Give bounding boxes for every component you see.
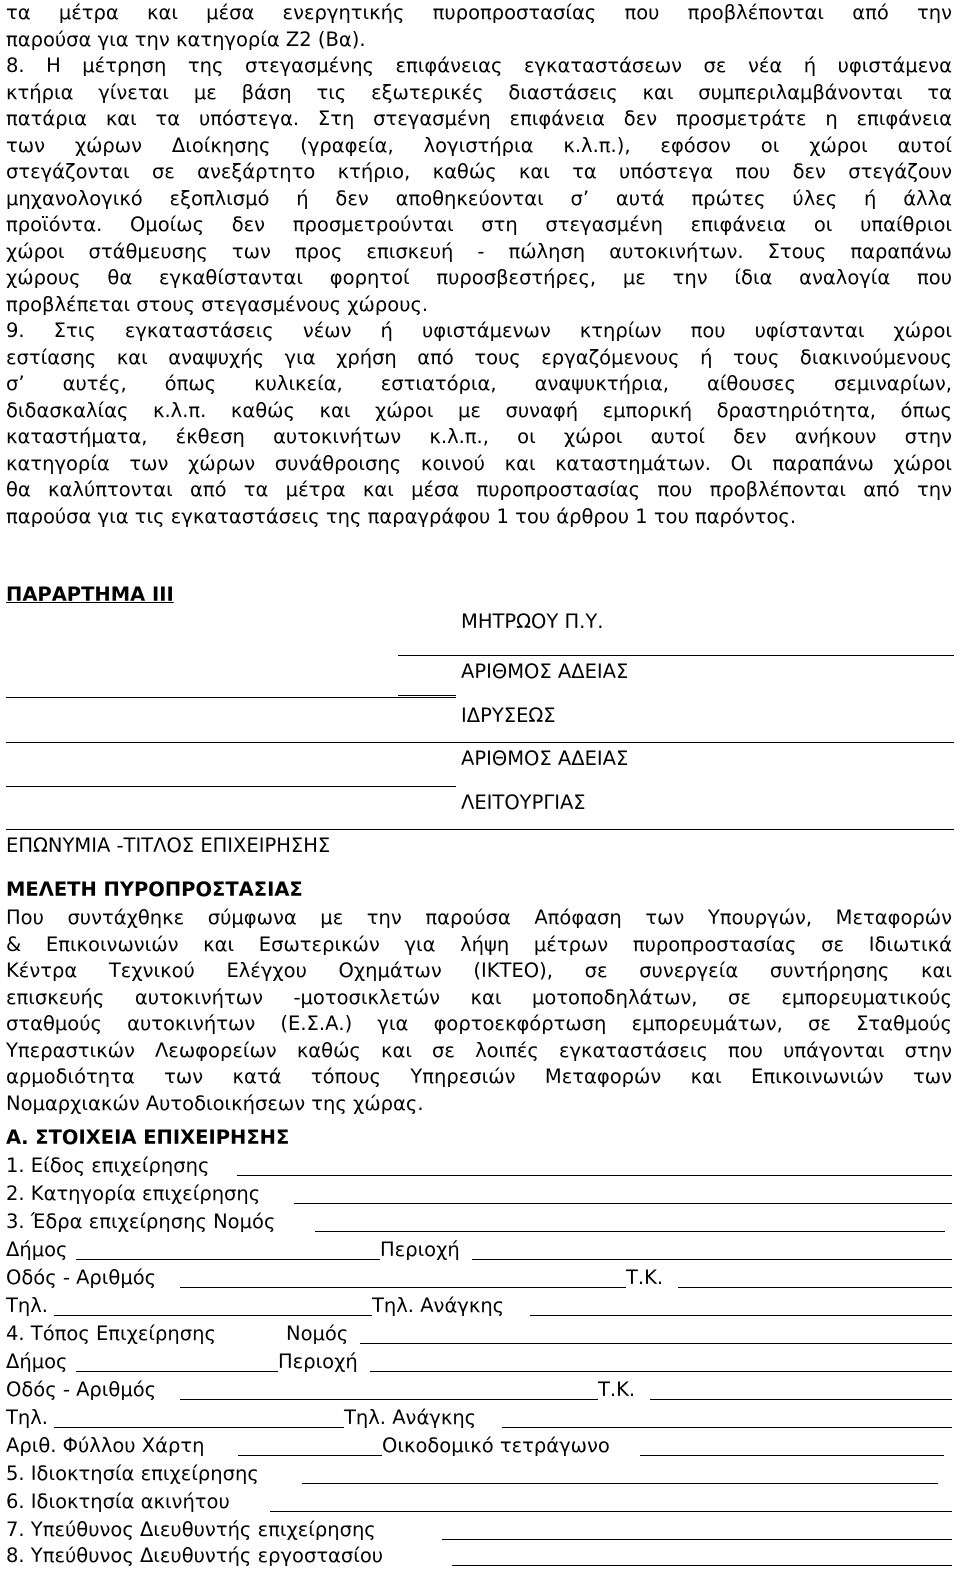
postcode-1-label: Τ.Κ. — [626, 1266, 664, 1289]
business-manager-label: 7. Υπεύθυνος Διευθυντής επιχείρησης — [6, 1518, 376, 1541]
form-row-municipality-2 — [6, 1349, 952, 1375]
emergency-phone-2-label: Τηλ. Ανάγκης — [344, 1406, 477, 1429]
text-line: θα καλύπτονται από τα μέτρα και μέσα πυροπροστασίας που προβλέπονται από την — [6, 478, 952, 501]
text-line: κατηγορία των χώρων συνάθροισης κοινού και καταστημάτων. Οι παραπάνω χώροι — [6, 451, 952, 475]
municipality-1-label: Δήμος — [6, 1238, 68, 1261]
text-line: στεγάζονται σε ανεξάρτητο κτήριο, καθώς και τα υπόστεγα που δεν στεγάζουν — [6, 160, 952, 183]
map-sheet-label: Αριθ. Φύλλου Χάρτη — [6, 1434, 205, 1457]
phone-2-label: Τηλ. — [6, 1406, 49, 1429]
property-ownership-field[interactable] — [270, 1511, 952, 1512]
text-line: χώροι στάθμευσης των προς επισκευή - πώληση αυτοκινήτων. Στους παραπάνω — [6, 239, 952, 263]
location-prefecture-field[interactable] — [360, 1343, 952, 1344]
text-line: καταστήματα, έκθεση αυτοκινήτων κ.λ.π., οι χώροι αυτοί δεν ανήκουν στην — [6, 425, 952, 448]
founding-license-label-2: ΙΔΡΥΣΕΩΣ — [461, 704, 556, 727]
text-line: σταθμούς αυτοκινήτων (Ε.Σ.Α.) για φορτοεκφόρτωση εμπορευμάτων, σε Σταθμούς — [6, 1012, 952, 1035]
location-prefecture-label: Νομός — [286, 1322, 349, 1345]
form-row-business-ownership — [6, 1461, 952, 1487]
form-row-street-1 — [6, 1265, 952, 1291]
business-ownership-field[interactable] — [302, 1483, 938, 1484]
annex-title: ΠΑΡΑΡΤΗΜΑ ΙΙΙ — [6, 583, 174, 606]
study-text-block — [6, 905, 952, 1117]
area-1-field[interactable] — [472, 1259, 952, 1260]
business-ownership-label: 5. Ιδιοκτησία επιχείρησης — [6, 1462, 259, 1485]
business-category-field[interactable] — [294, 1203, 952, 1204]
text-line: μηχανολογικό εξοπλισμό ή δεν αποθηκεύονται σ’ αυτά πρώτες ύλες ή άλλα — [6, 186, 952, 210]
text-line: τα μέτρα και μέσα ενεργητικής πυροπροστασίας που προβλέπονται από την — [6, 1, 952, 24]
phone-1-field[interactable] — [54, 1315, 372, 1316]
blank-line — [6, 742, 456, 743]
city-block-label: Οικοδομικό τετράγωνο — [382, 1434, 610, 1457]
operating-license-label-2: ΛΕΙΤΟΥΡΓΙΑΣ — [461, 791, 586, 814]
street-1-field[interactable] — [180, 1287, 626, 1288]
location-label: 4. Τόπος Επιχείρησης — [6, 1322, 216, 1345]
emergency-phone-1-label: Τηλ. Ανάγκης — [372, 1294, 505, 1317]
form-row-phone-1 — [6, 1293, 952, 1319]
postcode-2-label: Τ.Κ. — [598, 1378, 636, 1401]
body-text-block — [6, 0, 952, 530]
area-1-label: Περιοχή — [380, 1238, 460, 1261]
business-type-label: 1. Είδος επιχείρησης — [6, 1154, 210, 1177]
blank-line — [6, 786, 456, 787]
text-line: 9. Στις εγκαταστάσεις νέων ή υφιστάμενων κτηρίων που υφίστανται χώροι — [6, 319, 952, 342]
text-line: επισκευής αυτοκινήτων -μοτοσικλετών και μοτοποδηλάτων, σε εμπορευματικούς — [6, 985, 952, 1009]
text-line: 8. Η μέτρηση της στεγασμένης επιφάνειας εγκαταστάσεων σε νέα ή υφιστάμενα — [6, 54, 952, 77]
municipality-2-field[interactable] — [76, 1371, 278, 1372]
area-2-label: Περιοχή — [278, 1350, 358, 1373]
plant-manager-label: 8. Υπεύθυνος Διευθυντής εργοστασίου — [6, 1544, 384, 1567]
text-line: χώρους θα εγκαθίστανται φορητοί πυροσβεστήρες, με την ίδια αναλογία που — [6, 266, 952, 289]
form-row-business-type — [6, 1153, 952, 1179]
section-a-title: Α. ΣΤΟΙΧΕΙΑ ΕΠΙΧΕΙΡΗΣΗΣ — [6, 1126, 290, 1149]
business-name-underline — [6, 829, 954, 830]
municipality-1-field[interactable] — [76, 1259, 380, 1260]
postcode-2-field[interactable] — [650, 1399, 952, 1400]
study-title: ΜΕΛΕΤΗ ΠΥΡΟΠΡΟΣΤΑΣΙΑΣ — [6, 878, 303, 901]
blank-line — [398, 695, 456, 696]
business-type-field[interactable] — [237, 1175, 952, 1176]
text-line: των χώρων Διοίκησης (γραφεία, λογιστήρια κ.λ.π.), εφόσον οι χώροι αυτοί — [6, 133, 952, 157]
text-line: σ’ αυτές, όπως κυλικεία, εστιατόρια, αναψυκτήρια, αίθουσες σεμιναρίων, — [6, 372, 952, 395]
form-row-seat-prefecture — [6, 1209, 952, 1235]
form-row-plant-manager — [6, 1543, 952, 1569]
form-row-business-category — [6, 1181, 952, 1207]
postcode-1-field[interactable] — [678, 1287, 952, 1288]
text-line: Που συντάχθηκε σύμφωνα με την παρούσα Απόφαση των Υπουργών, Μεταφορών — [6, 906, 952, 929]
street-2-label: Οδός - Αριθμός — [6, 1378, 157, 1401]
form-row-business-manager — [6, 1517, 952, 1543]
emergency-phone-2-field[interactable] — [502, 1427, 952, 1428]
registry-underline — [398, 655, 954, 656]
registry-label: ΜΗΤΡΩΟΥ Π.Υ. — [461, 610, 604, 633]
text-line: Κέντρα Τεχνικού Ελέγχου Οχημάτων (ΙΚΤΕΟ), σε συνεργεία συντήρησης και — [6, 959, 952, 982]
text-line: πατάρια και τα υπόστεγα. Στη στεγασμένη επιφάνεια δεν προσμετράτε η επιφάνεια — [6, 107, 952, 130]
operating-license-label-1: ΑΡΙΘΜΟΣ ΑΔΕΙΑΣ — [461, 747, 629, 770]
emergency-phone-1-field[interactable] — [530, 1315, 952, 1316]
business-name-label: ΕΠΩΝΥΜΙΑ -ΤΙΤΛΟΣ ΕΠΙΧΕΙΡΗΣΗΣ — [6, 834, 331, 857]
text-line: κτήρια γίνεται με βάση τις εξωτερικές διαστάσεις και συμπεριλαμβάνονται τα — [6, 80, 952, 104]
founding-license-label-1: ΑΡΙΘΜΟΣ ΑΔΕΙΑΣ — [461, 660, 629, 683]
seat-prefecture-field[interactable] — [315, 1231, 945, 1232]
text-line: Νομαρχιακών Αυτοδιοικήσεων της χώρας. — [6, 1091, 424, 1115]
text-line: αρμοδιότητα των κατά τόπους Υπηρεσιών Μεταφορών και Επικοινωνιών των — [6, 1065, 952, 1088]
text-line: προϊόντα. Ομοίως δεν προσμετρούνται στη στεγασμένη επιφάνεια οι υπαίθριοι — [6, 213, 952, 236]
seat-prefecture-label: 3. Έδρα επιχείρησης Νομός — [6, 1210, 276, 1233]
form-row-property-ownership — [6, 1489, 952, 1515]
text-line: παρούσα για τις εγκαταστάσεις της παραγράφου 1 του άρθρου 1 του παρόντος. — [6, 504, 797, 528]
street-1-label: Οδός - Αριθμός — [6, 1266, 157, 1289]
plant-manager-field[interactable] — [452, 1565, 952, 1566]
area-2-field[interactable] — [370, 1371, 952, 1372]
phone-1-label: Τηλ. — [6, 1294, 49, 1317]
form-row-municipality-1 — [6, 1237, 952, 1263]
form-row-phone-2 — [6, 1405, 952, 1431]
street-2-field[interactable] — [180, 1399, 598, 1400]
text-line: παρούσα για την κατηγορία Ζ2 (Βα). — [6, 27, 366, 51]
form-row-street-2 — [6, 1377, 952, 1403]
founding-license-underline — [398, 742, 954, 743]
form-row-location — [6, 1321, 952, 1347]
phone-2-field[interactable] — [54, 1427, 344, 1428]
text-line: Υπεραστικών Λεωφορείων καθώς και σε λοιπές εγκαταστάσεις που υπάγονται στην — [6, 1038, 952, 1062]
text-line: εστίασης και αναψυχής για χρήση από τους εργαζόμενους ή τους διακινούμενους — [6, 345, 952, 369]
text-line: διδασκαλίας κ.λ.π. καθώς και χώροι με συναφή εμπορική δραστηριότητα, όπως — [6, 398, 952, 422]
blank-line — [6, 697, 456, 698]
municipality-2-label: Δήμος — [6, 1350, 68, 1373]
city-block-field[interactable] — [640, 1455, 944, 1456]
property-ownership-label: 6. Ιδιοκτησία ακινήτου — [6, 1490, 230, 1513]
business-category-label: 2. Κατηγορία επιχείρησης — [6, 1182, 261, 1205]
map-sheet-field[interactable] — [238, 1455, 382, 1456]
form-row-map — [6, 1433, 952, 1459]
business-manager-field[interactable] — [442, 1539, 952, 1540]
text-line: προβλέπεται στους στεγασμένους χώρους. — [6, 292, 429, 316]
text-line: & Επικοινωνιών και Εσωτερικών για λήψη μέτρων πυροπροστασίας σε Ιδιωτικά — [6, 932, 952, 956]
